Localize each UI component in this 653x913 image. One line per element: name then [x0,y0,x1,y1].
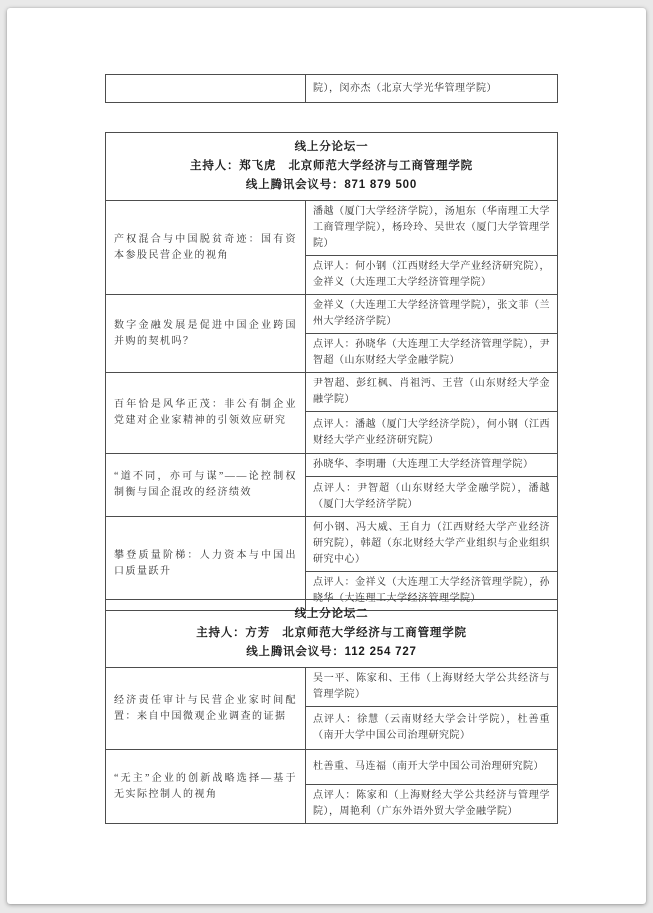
paper-title-cell: “道不同，亦可与谋”——论控制权制衡与国企混改的经济绩效 [106,454,306,517]
discussants-cell: 点评人：孙晓华（大连理工大学经济管理学院），尹智超（山东财经大学金融学院） [306,334,558,373]
authors-cell: 杜善重、马连福（南开大学中国公司治理研究院） [306,750,558,785]
table-row [106,668,558,707]
forum-meeting-id: 线上腾讯会议号：112 254 727 [246,646,417,658]
table-row [106,201,558,256]
forum-header-row [106,600,558,668]
document-page [7,8,646,904]
forum-title: 线上分论坛二 [294,608,369,620]
forum1-table [105,132,558,611]
table-row [106,75,558,103]
forum-header-row [106,133,558,201]
forum-host: 主持人：方芳 北京师范大学经济与工商管理学院 [196,627,467,639]
paper-title-cell: 攀登质量阶梯：人力资本与中国出口质量跃升 [106,517,306,611]
discussants-cell: 点评人：何小钢（江西财经大学产业经济研究院），金祥义（大连理工大学经济管理学院） [306,256,558,295]
forum-host: 主持人：郑飞虎 北京师范大学经济与工商管理学院 [190,160,473,172]
discussants-cell: 点评人：金祥义（大连理工大学经济管理学院），孙晓华（大连理工大学经济管理学院） [306,572,558,611]
paper-title-cell: 经济责任审计与民营企业家时间配置：来自中国微观企业调查的证据 [106,668,306,750]
paper-title-cell: 百年恰是风华正茂：非公有制企业党建对企业家精神的引领效应研究 [106,373,306,454]
authors-cell: 孙晓华、李明珊（大连理工大学经济管理学院） [306,454,558,477]
table-row [106,750,558,785]
discussants-cell: 点评人：尹智超（山东财经大学金融学院），潘越（厦门大学经济学院） [306,477,558,517]
authors-cell: 潘越（厦门大学经济学院），汤旭东（华南理工大学工商管理学院），杨玲玲、吴世农（厦门大学管理学院） [306,201,558,256]
paper-title-cell: 产权混合与中国脱贫奇迹：国有资本参股民营企业的视角 [106,201,306,295]
discussants-cell: 院），闵亦杰（北京大学光华管理学院） [306,75,558,103]
forum2-header [106,600,558,668]
authors-cell: 何小钢、冯大威、王自力（江西财经大学产业经济研究院），韩超（东北财经大学产业组织与企业组织研究中心） [306,517,558,572]
discussants-cell: 点评人：陈家和（上海财经大学公共经济与管理学院），周艳利（广东外语外贸大学金融学院） [306,785,558,824]
paper-title-cell: “无主”企业的创新战略选择—基于无实际控制人的视角 [106,750,306,824]
forum2-table [105,599,558,824]
discussants-cell: 点评人：徐慧（云南财经大学会计学院），杜善重（南开大学中国公司治理研究院） [306,707,558,750]
table-row [106,517,558,572]
forum1-header [106,133,558,201]
table-row [106,373,558,412]
continuation-table [105,74,558,103]
forum-title: 线上分论坛一 [294,141,369,153]
table-row [106,454,558,477]
paper-title-cell [106,75,306,103]
authors-cell: 吴一平、陈家和、王伟（上海财经大学公共经济与管理学院） [306,668,558,707]
paper-title-cell: 数字金融发展是促进中国企业跨国并购的契机吗？ [106,295,306,373]
authors-cell: 尹智超、彭红枫、肖祖沔、王营（山东财经大学金融学院） [306,373,558,412]
discussants-cell: 点评人：潘越（厦门大学经济学院），何小钢（江西财经大学产业经济研究院） [306,412,558,454]
table-row [106,295,558,334]
authors-cell: 金祥义（大连理工大学经济管理学院），张文菲（兰州大学经济学院） [306,295,558,334]
forum-meeting-id: 线上腾讯会议号：871 879 500 [245,179,418,191]
